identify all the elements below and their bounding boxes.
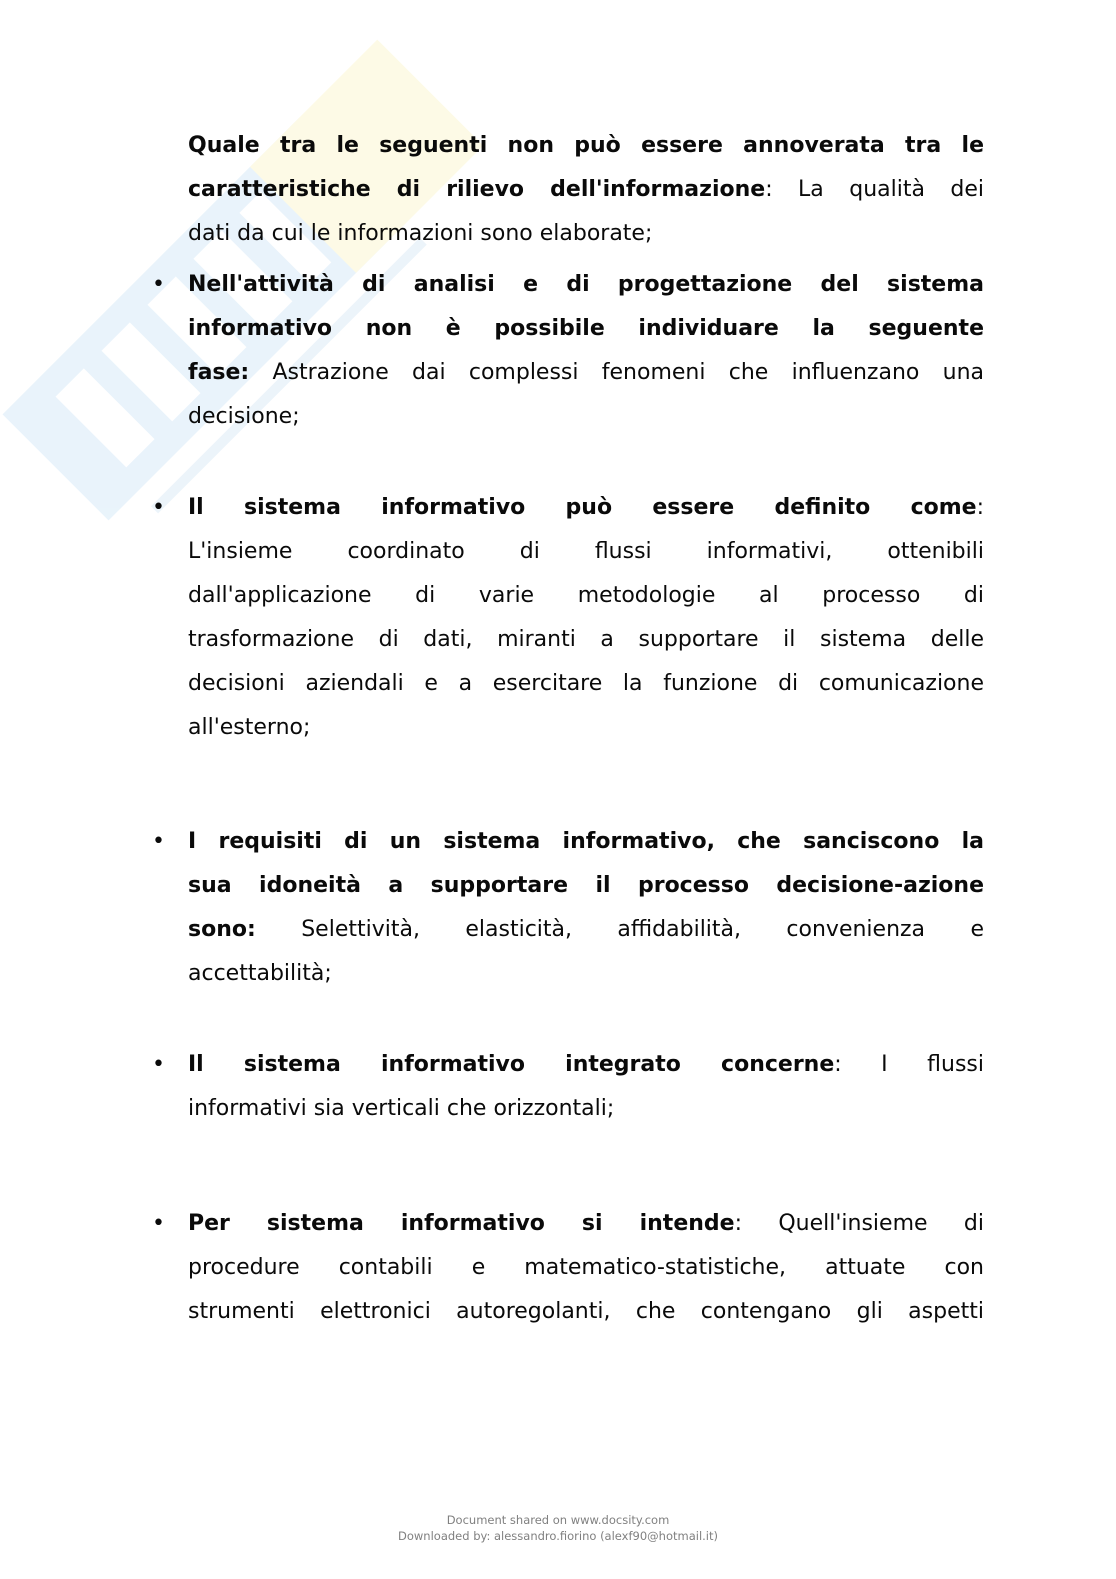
answer-text: Astrazione dai complessi fenomeni che influenzano una (249, 360, 984, 385)
text-line (188, 574, 984, 618)
answer-text: decisione; (188, 404, 300, 429)
question-text: informativo non è possibile individuare la seguente (188, 316, 984, 341)
answer-text: : I flussi (834, 1052, 984, 1077)
answer-text: Selettività, elasticità, affidabilità, convenienza e (255, 917, 984, 942)
text-line (188, 952, 984, 996)
answer-text: : La qualità dei (765, 177, 985, 202)
question-text: caratteristiche di rilievo dell'informazione (188, 177, 766, 202)
bullet-icon: • (152, 1052, 165, 1077)
text-line (188, 212, 984, 256)
text-line (188, 307, 984, 351)
question-text: Quale tra le seguenti non può essere annoverata tra le (188, 133, 984, 158)
list-item (152, 486, 984, 750)
list-item (188, 124, 984, 256)
footer-downloaded: Downloaded by: alessandro.fiorino (alexf90@hotmail.it) (398, 1529, 718, 1543)
text-line (188, 618, 984, 662)
text-line (188, 1290, 984, 1334)
answer-text: strumenti elettronici autoregolanti, che contengano gli aspetti (188, 1299, 984, 1324)
text-line (188, 864, 984, 908)
text-line (188, 486, 984, 530)
text-line (188, 908, 984, 952)
bullet-icon: • (152, 495, 165, 520)
question-text: I requisiti di un sistema informativo, che sanciscono la (188, 829, 984, 854)
bullet-icon: • (152, 829, 165, 854)
answer-text: : Quell'insieme di (734, 1211, 984, 1236)
footer-shared: Document shared on www.docsity.com (446, 1513, 670, 1527)
text-line (188, 263, 984, 307)
answer-text: trasformazione di dati, miranti a supportare il sistema delle (188, 627, 984, 652)
list-item (152, 1043, 984, 1131)
answer-text: decisioni aziendali e a esercitare la funzione di comunicazione (188, 671, 984, 696)
list-item (152, 1202, 984, 1334)
text-line (188, 351, 984, 395)
answer-text: : (976, 495, 984, 520)
question-text: Per sistema informativo si intende (188, 1211, 735, 1236)
question-text: sua idoneità a supportare il processo decisione-azione (188, 873, 984, 898)
answer-text: all'esterno; (188, 715, 311, 740)
question-text: sono: (188, 917, 256, 942)
text-line (188, 395, 984, 439)
answer-text: L'insieme coordinato di flussi informativi, ottenibili (188, 539, 984, 564)
question-text: Il sistema informativo può essere definito come (188, 495, 977, 520)
answer-text: informativi sia verticali che orizzontali; (188, 1096, 615, 1121)
answer-text: dall'applicazione di varie metodologie al processo di (188, 583, 984, 608)
text-line (188, 820, 984, 864)
text-line (188, 1043, 984, 1087)
text-line (188, 706, 984, 750)
question-text: fase: (188, 360, 250, 385)
question-text: Il sistema informativo integrato concerne (188, 1052, 835, 1077)
text-line (188, 1087, 984, 1131)
text-line (188, 124, 984, 168)
list-item (152, 820, 984, 996)
text-line (188, 1202, 984, 1246)
list-item (152, 263, 984, 439)
answer-text: procedure contabili e matematico-statistiche, attuate con (188, 1255, 984, 1280)
question-text: Nell'attività di analisi e di progettazione del sistema (188, 272, 984, 297)
text-line (188, 530, 984, 574)
bullet-icon: • (152, 272, 165, 297)
text-line (188, 1246, 984, 1290)
answer-text: dati da cui le informazioni sono elaborate; (188, 221, 653, 246)
answer-text: accettabilità; (188, 961, 332, 986)
text-line (188, 662, 984, 706)
text-line (188, 168, 984, 212)
bullet-icon: • (152, 1211, 165, 1236)
